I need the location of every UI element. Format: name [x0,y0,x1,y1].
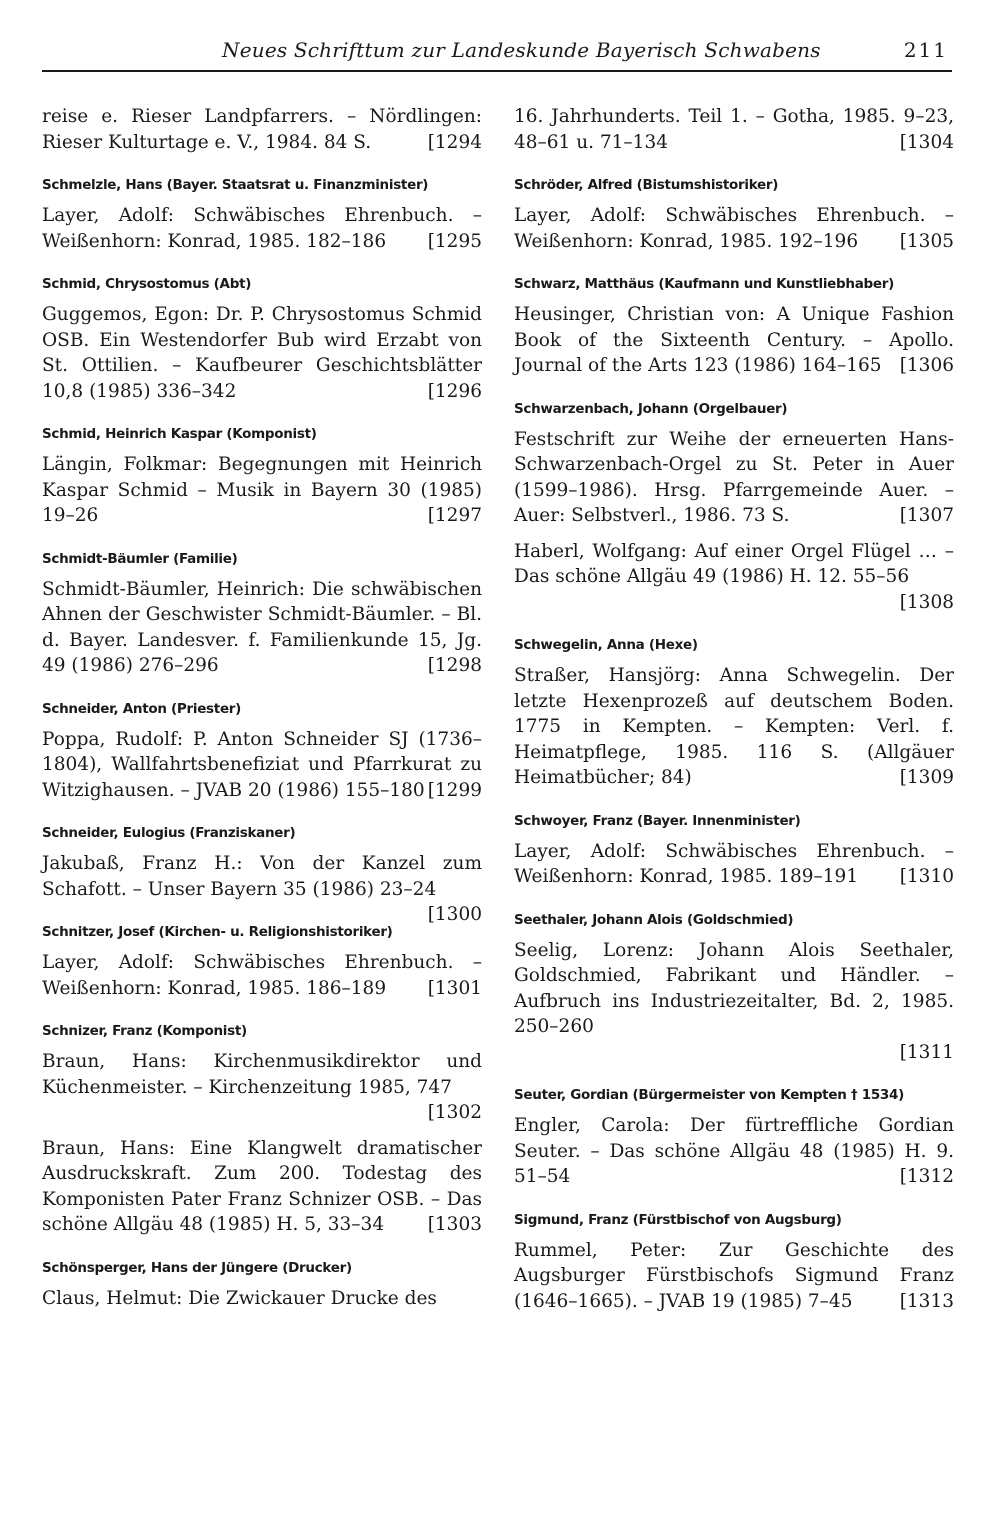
entry-text: Layer, Adolf: Schwäbisches Ehrenbuch. – Weißenhorn: Konrad, 1985. 189–191 [514,840,954,887]
entry-number: [1309 [899,767,954,788]
person-heading: Seethaler, Johann Alois (Goldschmied) [514,911,794,928]
bibliography-entry [42,950,482,1001]
person-heading: Schwegelin, Anna (Hexe) [514,637,698,653]
entry-number: [1306 [899,355,954,376]
entry-text: 16. Jahrhunderts. Teil 1. – Gotha, 1985. 9–23, 48–61 u. 71–134 [514,106,954,153]
entry-text: Engler, Carola: Der fürtreffliche Gordian Seuter. – Das schöne Allgäu 48 (1985) H. 9. 51–54 [514,1115,954,1187]
person-heading: Sigmund, Franz (Fürstbischof von Augsburg) [514,1211,842,1228]
entry-text: Schmidt-Bäumler, Heinrich: Die schwäbischen Ahnen der Geschwister Schmidt-Bäumler. – Bl. d. Bayer. Landesver. f. Familienkunde 15, Jg. 49 (1986) 276–296 [42,578,482,676]
person-heading: Schwarz, Matthäus (Kaufmann und Kunstliebhaber) [514,276,894,292]
entry-number: [1296 [427,380,482,402]
entry-number: [1302 [427,1102,482,1123]
bibliography-entry [514,839,954,890]
person-heading: Schröder, Alfred (Bistumshistoriker) [514,177,779,193]
entry-number: [1298 [427,655,482,676]
entry-number: [1299 [427,779,482,801]
entry-number: [1307 [899,505,954,526]
bibliography-entry [42,302,482,404]
entry-number: [1301 [427,977,482,999]
entry-text: Haberl, Wolfgang: Auf einer Orgel Flügel … – Das schöne Allgäu 49 (1986) H. 12. 55–56 [514,540,954,587]
bibliography-entry [514,203,954,254]
entry-number: [1300 [427,904,482,925]
running-title: Neues Schrifttum zur Landeskunde Bayerisch Schwabens [222,38,821,62]
page-number: 211 [903,38,948,62]
bibliography-entry [42,851,482,925]
entry-text: reise e. Rieser Landpfarrers. – Nördlingen: Rieser Kulturtage e. V., 1984. 84 S. [42,106,482,153]
entry-text: Jakubaß, Franz H.: Von der Kanzel zum Schafott. – Unser Bayern 35 (1986) 23–24 [42,853,482,900]
bibliography-entry [42,452,482,529]
entry-number: [1295 [427,230,482,252]
person-heading: Schneider, Eulogius (Franziskaner) [42,825,296,841]
person-heading: Schmidt-Bäumler (Familie) [42,550,238,567]
entry-number: [1304 [899,131,954,153]
bibliography-entry [42,1136,482,1238]
bibliography-entry [514,104,954,155]
person-heading: Schmid, Chrysostomus (Abt) [42,276,252,292]
entry-number: [1311 [899,1041,954,1063]
bibliography-entry [514,302,954,379]
entry-text: Heusinger, Christian von: A Unique Fashion Book of the Sixteenth Century. – Apollo. Journal of the Arts 123 (1986) 164–165 [514,304,954,376]
person-heading: Schmelzle, Hans (Bayer. Staatsrat u. Finanzminister) [42,177,429,193]
entry-number: [1312 [899,1166,954,1187]
entry-text: Längin, Folkmar: Begegnungen mit Heinrich Kaspar Schmid – Musik in Bayern 30 (1985) 19–26 [42,454,482,526]
page-header [42,36,952,72]
entry-text: Braun, Hans: Eine Klangwelt dramatischer Ausdruckskraft. Zum 200. Todestag des Komponisten Pater Franz Schnizer OSB. – Das schöne Allgäu 48 (1985) H. 5, 33–34 [42,1137,482,1235]
entry-number: [1294 [427,131,482,153]
bibliography-entry [42,203,482,254]
person-heading: Schwarzenbach, Johann (Orgelbauer) [514,400,788,417]
bibliography-entry [42,1049,482,1100]
entry-number: [1305 [899,230,954,252]
entry-number: [1313 [899,1290,954,1312]
entry-text: Layer, Adolf: Schwäbisches Ehrenbuch. – Weißenhorn: Konrad, 1985. 182–186 [42,205,482,252]
entry-text: Braun, Hans: Kirchenmusikdirektor und Küchenmeister. – Kirchenzeitung 1985, 747 [42,1051,482,1098]
person-heading: Schneider, Anton (Priester) [42,700,242,717]
entry-text: Layer, Adolf: Schwäbisches Ehrenbuch. – Weißenhorn: Konrad, 1985. 192–196 [514,205,954,252]
bibliography-entry [514,663,954,791]
person-heading: Schnitzer, Josef (Kirchen- u. Religionshistoriker) [42,924,393,940]
entry-text: Poppa, Rudolf: P. Anton Schneider SJ (1736–1804), Wallfahrtsbenefiziat und Pfarrkurat zu Witzighausen. – JVAB 20 (1986) 155–180 [42,728,482,801]
entry-text: Layer, Adolf: Schwäbisches Ehrenbuch. – Weißenhorn: Konrad, 1985. 186–189 [42,952,482,999]
bibliography-entry [514,1238,954,1315]
person-heading: Seuter, Gordian (Bürgermeister von Kempten † 1534) [514,1087,904,1103]
bibliography-entry [42,577,482,679]
person-heading: Schönsperger, Hans der Jüngere (Drucker) [42,1259,352,1276]
entry-number: [1308 [899,591,954,613]
entry-number: [1310 [899,866,954,887]
person-heading: Schnizer, Franz (Komponist) [42,1023,247,1039]
entry-text: Festschrift zur Weihe der erneuerten Hans-Schwarzenbach-Orgel zu St. Peter in Auer (1599–1986). Hrsg. Pfarrgemeinde Auer. – Auer: Selbstverl., 1986. 73 S. [514,428,954,526]
entry-text: Claus, Helmut: Die Zwickauer Drucke des [42,1287,437,1309]
bibliography-entry [514,938,954,1040]
person-heading: Schmid, Heinrich Kaspar (Komponist) [42,426,317,442]
bibliography-entry [514,1113,954,1190]
entry-text: Straßer, Hansjörg: Anna Schwegelin. Der letzte Hexenprozeß auf deutschem Boden. 1775 in Kempten. – Kempten: Verl. f. Heimatpflege, 1985. 116 S. (Allgäuer Heimatbücher; 84) [514,665,954,788]
entry-text: Guggemos, Egon: Dr. P. Chrysostomus Schmid OSB. Ein Westendorfer Bub wird Erzabt von St. Ottilien. – Kaufbeurer Geschichtsblätter 10,8 (1985) 336–342 [42,304,482,402]
bibliography-entry [42,727,482,804]
entry-text: Rummel, Peter: Zur Geschichte des Augsburger Fürstbischofs Sigmund Franz (1646–1665). – JVAB 19 (1985) 7–45 [514,1239,954,1312]
right-column [514,104,954,1314]
bibliography-entry [514,427,954,529]
person-heading: Schwoyer, Franz (Bayer. Innenminister) [514,812,801,829]
bibliography-entry [42,104,482,155]
bibliography-entry [42,1286,482,1312]
entry-number: [1297 [427,505,482,526]
bibliography-entry [514,539,954,590]
left-column [42,104,482,1311]
entry-text: Seelig, Lorenz: Johann Alois Seethaler, Goldschmied, Fabrikant und Händler. – Aufbruch ins Industriezeitalter, Bd. 2, 1985. 250–260 [514,939,954,1037]
entry-number: [1303 [427,1214,482,1235]
